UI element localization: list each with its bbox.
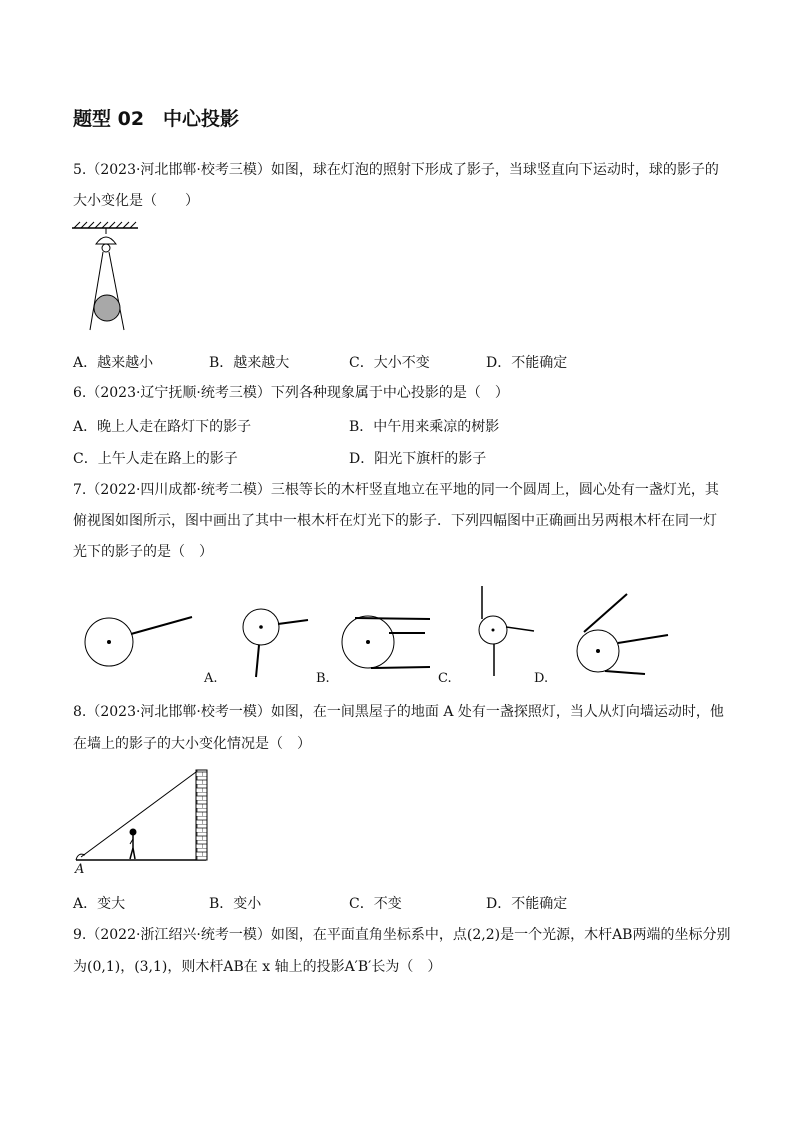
q8-line-2: 在墙上的影子的大小变化情况是（ ）: [73, 736, 311, 752]
q7-label-d: D.: [534, 671, 549, 686]
q7-line-2: 俯视图如图所示，图中画出了其中一根木杆在灯光下的影子．下列四幅图中正确画出另两根木杆在同一灯: [73, 513, 717, 529]
q5-line-2: 大小变化是（ ）: [73, 193, 199, 209]
q8-option-c: C．不变: [349, 896, 402, 912]
q6-option-b: B．中午用来乘凉的树影: [349, 419, 500, 435]
q5-option-b: B．越来越大: [209, 355, 290, 371]
q7-reference-figure: [84, 600, 194, 670]
q9-line-1: 9.（2022·浙江绍兴·统考一模）如图，在平面直角坐标系中，点(2,2)是一个光源，木杆AB两端的坐标分别: [73, 927, 731, 943]
q8-option-b: B．变小: [209, 896, 262, 912]
q7-line-1: 7.（2022·四川成都·统考二模）三根等长的木杆竖直地立在平地的同一个圆周上，圆心处有一盏灯光，其: [73, 482, 719, 498]
q7-figure-a: [240, 605, 310, 685]
q8-point-label-a: A: [75, 862, 85, 877]
q6-option-c: C．上午人走在路上的影子: [73, 451, 238, 467]
section-title: 题型 02 中心投影: [73, 108, 240, 130]
q7-figure-b: [341, 614, 433, 674]
q5-line-1: 5.（2023·河北邯郸·校考三模）如图，球在灯泡的照射下形成了影子，当球竖直向下运动时，球的影子的: [73, 162, 719, 178]
q8-option-a: A．变大: [73, 896, 126, 912]
q7-label-a: A.: [204, 671, 218, 686]
q8-searchlight-figure: [72, 768, 212, 863]
q7-figure-d: [574, 590, 674, 680]
q5-option-a: A．越来越小: [73, 355, 154, 371]
q7-label-c: C.: [438, 671, 452, 686]
q8-line-1: 8.（2023·河北邯郸·校考一模）如图，在一间黑屋子的地面 A 处有一盏探照灯，当人从灯向墙运动时，他: [73, 704, 724, 720]
q5-option-c: C．大小不变: [349, 355, 430, 371]
q9-line-2: 为(0,1)，(3,1)，则木杆AB在 x 轴上的投影A′B′长为（ ）: [73, 959, 442, 975]
q5-option-d: D．不能确定: [486, 355, 568, 371]
q5-lamp-ball-figure: [70, 222, 140, 334]
q7-figure-c: [470, 584, 540, 679]
q7-label-b: B.: [316, 671, 330, 686]
q6-line-1: 6.（2023·辽宁抚顺·统考三模）下列各种现象属于中心投影的是（ ）: [73, 385, 509, 401]
q6-option-d: D．阳光下旗杆的影子: [349, 451, 487, 467]
q7-line-3: 光下的影子的是（ ）: [73, 544, 213, 560]
q8-option-d: D．不能确定: [486, 896, 568, 912]
q6-option-a: A．晚上人走在路灯下的影子: [73, 419, 252, 435]
